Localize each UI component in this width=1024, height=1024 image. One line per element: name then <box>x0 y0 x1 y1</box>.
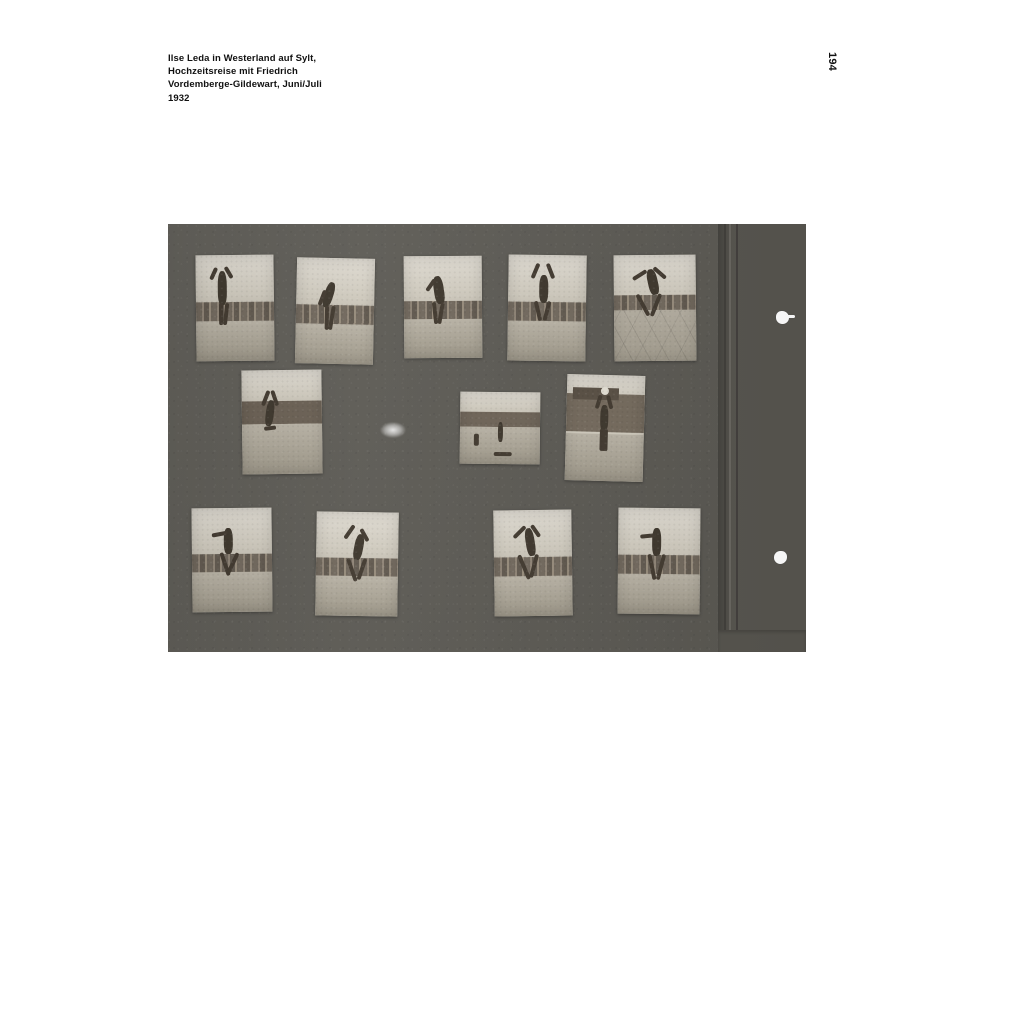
photo-ground <box>295 323 374 365</box>
photo-3-1 <box>191 508 272 613</box>
photo-figure-lying <box>494 452 512 456</box>
photo-3-2 <box>315 511 399 616</box>
photo-ground <box>494 575 573 616</box>
photo-1-5 <box>614 255 697 362</box>
album-binding <box>718 224 806 652</box>
lint-fiber <box>380 422 406 438</box>
photo-figure <box>218 271 227 305</box>
photo-1-2 <box>295 257 375 365</box>
photo-ground <box>507 320 586 361</box>
photo-ground <box>315 576 398 617</box>
photo-3-4 <box>618 508 701 615</box>
photo-figure <box>539 275 548 303</box>
photo-figure-legs <box>599 429 608 451</box>
photo-1-3 <box>404 256 483 359</box>
photo-figure <box>498 422 503 442</box>
photo-ground <box>196 320 274 361</box>
photo-figure <box>652 528 661 556</box>
binding-fold-line-3 <box>736 224 738 652</box>
photo-2-1 <box>241 370 322 475</box>
photo-2-2 <box>460 392 541 465</box>
photo-1-1 <box>195 255 274 362</box>
photo-ground-paved <box>614 310 696 362</box>
photo-ground <box>192 572 272 612</box>
photo-2-3 <box>565 374 646 482</box>
photo-ground <box>404 319 482 358</box>
photo-figure-secondary <box>474 434 479 446</box>
photo-house-roof <box>573 387 619 401</box>
binding-bottom-bar <box>718 630 806 652</box>
page-number: 194 <box>826 52 838 72</box>
photo-3-3 <box>493 509 572 616</box>
photo-figure <box>600 405 609 431</box>
photo-building <box>242 401 322 425</box>
binding-fold-line-2 <box>729 224 731 652</box>
binding-fold-line-1 <box>724 224 726 652</box>
punch-hole-top <box>776 311 789 324</box>
photo-caption: Ilse Leda in Westerland auf Sylt, Hochzeitsreise mit Friedrich Vordemberge-Gildewart, Juni/Juli 1932 <box>168 53 322 104</box>
photo-1-4 <box>507 254 586 361</box>
photo-ground <box>242 424 323 475</box>
album-page <box>168 224 806 652</box>
